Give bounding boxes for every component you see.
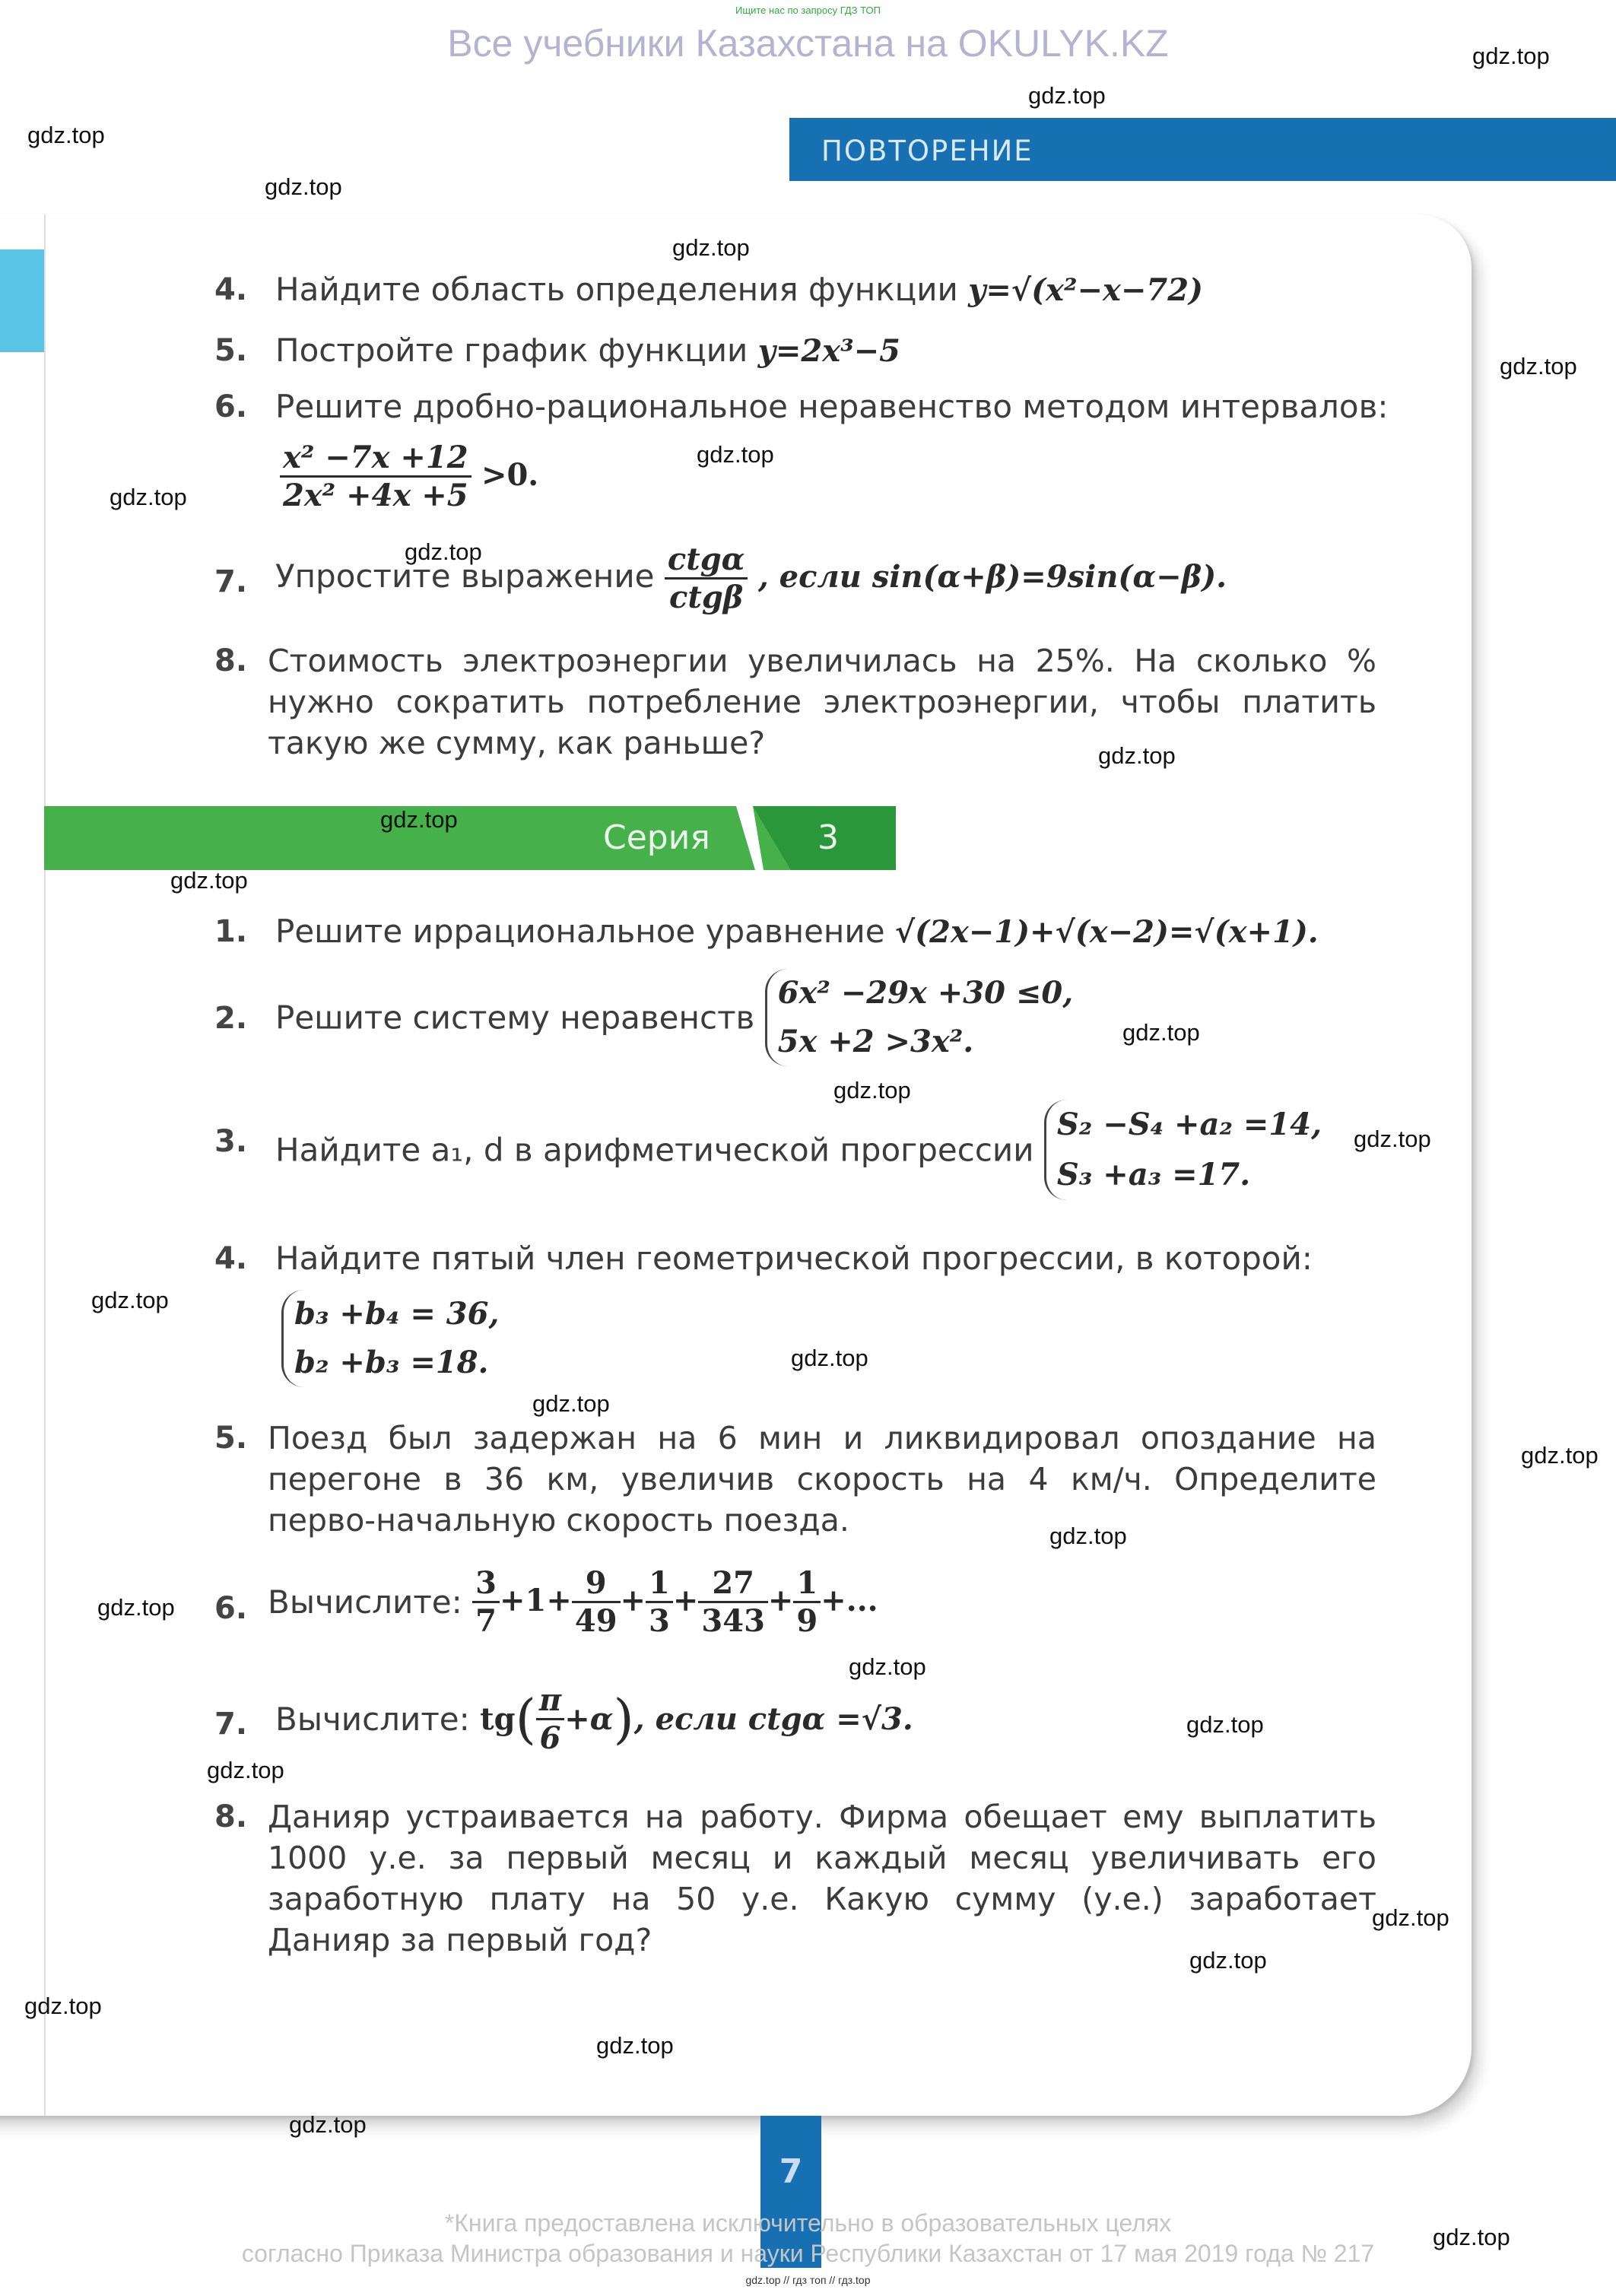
series-label: Серия <box>603 818 710 857</box>
task-number: 5. <box>214 1421 248 1456</box>
watermark: gdz.top <box>265 173 342 200</box>
task-text: Поезд был задержан на 6 мин и ликвидировал опоздание на перегоне в 36 км, увеличив скорость на 4 км/ч. Определите перво-начальную скорость поезда. <box>268 1420 1376 1539</box>
watermark: gdz.top <box>24 1993 102 2019</box>
watermark: gdz.top <box>849 1653 926 1680</box>
task-text: Стоимость электроэнергии увеличилась на 25%. На сколько % нужно сократить потребление электроэнергии, чтобы платить такую же сумму, как раньше? <box>268 643 1376 761</box>
task-text: Найдите a₁, d в арифметической прогрессии S₂ −S₄ +a₂ =14, S₃ +a₃ =17. <box>275 1100 1322 1200</box>
task-text: Решите иррациональное уравнение √(2x−1)+√(x−2)=√(x+1). <box>275 913 1319 950</box>
watermark: gdz.top <box>1186 1711 1264 1738</box>
task-number: 8. <box>214 1799 248 1834</box>
page-number: 7 <box>779 2152 803 2191</box>
task-text: Данияр устраивается на работу. Фирма обещает ему выплатить 1000 у.е. за первый месяц и каждый месяц увеличивать его заработную плату на 50 у.е. Какую сумму (у.е.) заработает Данияр за первый год? <box>268 1799 1376 1958</box>
task-text: Найдите пятый член геометрической прогрессии, в которой: <box>275 1240 1313 1277</box>
watermark: gdz.top <box>1472 43 1550 69</box>
task-text: Вычислите: $\frac{3}{7}$ +1+ $\frac{9}{49}$ + $\frac{1}{3}$ + $\frac{27}{343}$ + $\frac{1}{9}$ +... <box>268 1565 878 1639</box>
task-number: 6. <box>214 1591 248 1626</box>
equation-system: b₃ +b₄ = 36, b₂ +b₃ =18. <box>281 1290 499 1387</box>
equation-system: S₂ −S₄ +a₂ =14, S₃ +a₃ =17. <box>1044 1100 1322 1200</box>
site-title[interactable]: Все учебники Казахстана на OKULYK.KZ <box>447 22 1169 65</box>
watermark: gdz.top <box>289 2111 367 2138</box>
formula: y=√(x²−x−72) <box>968 272 1203 308</box>
watermark: gdz.top <box>596 2032 674 2059</box>
watermark: gdz.top <box>1189 1947 1267 1974</box>
fraction-inequality: $\frac{\text{x² −7x +12}}{\text{2x² +4x +5}}$ >0. <box>280 440 538 513</box>
inequality-system: 6x² −29x +30 ≤0, 5x +2 >3x². <box>765 969 1073 1066</box>
watermark: gdz.top <box>1354 1126 1431 1152</box>
watermark: gdz.top <box>1049 1523 1127 1549</box>
section-banner <box>789 118 1616 181</box>
task-text: Решите дробно-рациональное неравенство методом интервалов: <box>275 388 1389 425</box>
card-margin-line <box>44 214 46 2116</box>
watermark: gdz.top <box>380 806 458 833</box>
watermark: gdz.top <box>697 441 774 468</box>
task-number: 8. <box>214 643 248 678</box>
watermark: gdz.top <box>110 484 187 510</box>
task-text: Вычислите: tg( $\frac{\pi}{6}$ +α), если ctgα =√3. <box>275 1682 913 1756</box>
series-number: 3 <box>818 818 839 857</box>
watermark: gdz.top <box>1098 742 1176 769</box>
task-number: 5. <box>214 333 248 368</box>
task-number: 1. <box>214 914 248 949</box>
task-number: 2. <box>214 1001 248 1036</box>
watermark: gdz.top <box>1521 1442 1599 1469</box>
footer-line-2: согласно Приказа Министра образования и науки Республики Казахстан от 17 мая 2019 года № 217 <box>241 2240 1375 2267</box>
top-note: Ищите нас по запросу ГДЗ ТОП <box>735 5 881 16</box>
watermark: gdz.top <box>791 1345 868 1371</box>
task-number: 3. <box>214 1124 248 1159</box>
task-text: Упростите выражение $\frac{\text{ctgα}}{\text{ctgβ}}$ , если sin(α+β)=9sin(α−β). <box>275 541 1227 615</box>
task-text: Решите систему неравенств 6x² −29x +30 ≤0, 5x +2 >3x². <box>275 969 1073 1066</box>
watermark: gdz.top <box>1372 1904 1449 1931</box>
watermark: gdz.top <box>1122 1019 1200 1046</box>
section-label: ПОВТОРЕНИЕ <box>821 135 1033 167</box>
watermark: gdz.top <box>833 1077 911 1104</box>
task-text: Найдите область определения функции y=√(x²−x−72) <box>275 271 1203 308</box>
task-number: 7. <box>214 564 248 599</box>
watermark: gdz.top <box>405 538 482 565</box>
watermark: gdz.top <box>170 867 248 894</box>
side-tab <box>0 249 44 352</box>
task-number: 7. <box>214 1707 248 1742</box>
task-number: 4. <box>214 272 248 307</box>
watermark: gdz.top <box>27 122 105 148</box>
watermark: gdz.top <box>207 1757 284 1783</box>
watermark: gdz.top <box>1433 2224 1510 2250</box>
task-number: 4. <box>214 1241 248 1276</box>
watermark: gdz.top <box>672 234 750 261</box>
formula: √(2x−1)+√(x−2)=√(x+1). <box>894 914 1319 950</box>
watermark: gdz.top <box>97 1594 175 1621</box>
task-text: Постройте график функции y=2x³−5 <box>275 332 900 369</box>
footer-small: gdz.top // гдз топ // гдз.top <box>745 2274 871 2286</box>
task-number: 6. <box>214 389 248 424</box>
watermark: gdz.top <box>91 1287 169 1313</box>
formula: y=2x³−5 <box>757 333 900 369</box>
watermark: gdz.top <box>1500 353 1577 379</box>
footer-line-1: *Книга предоставлена исключительно в образовательных целях <box>444 2209 1172 2237</box>
watermark: gdz.top <box>532 1390 610 1417</box>
watermark: gdz.top <box>1028 82 1106 109</box>
